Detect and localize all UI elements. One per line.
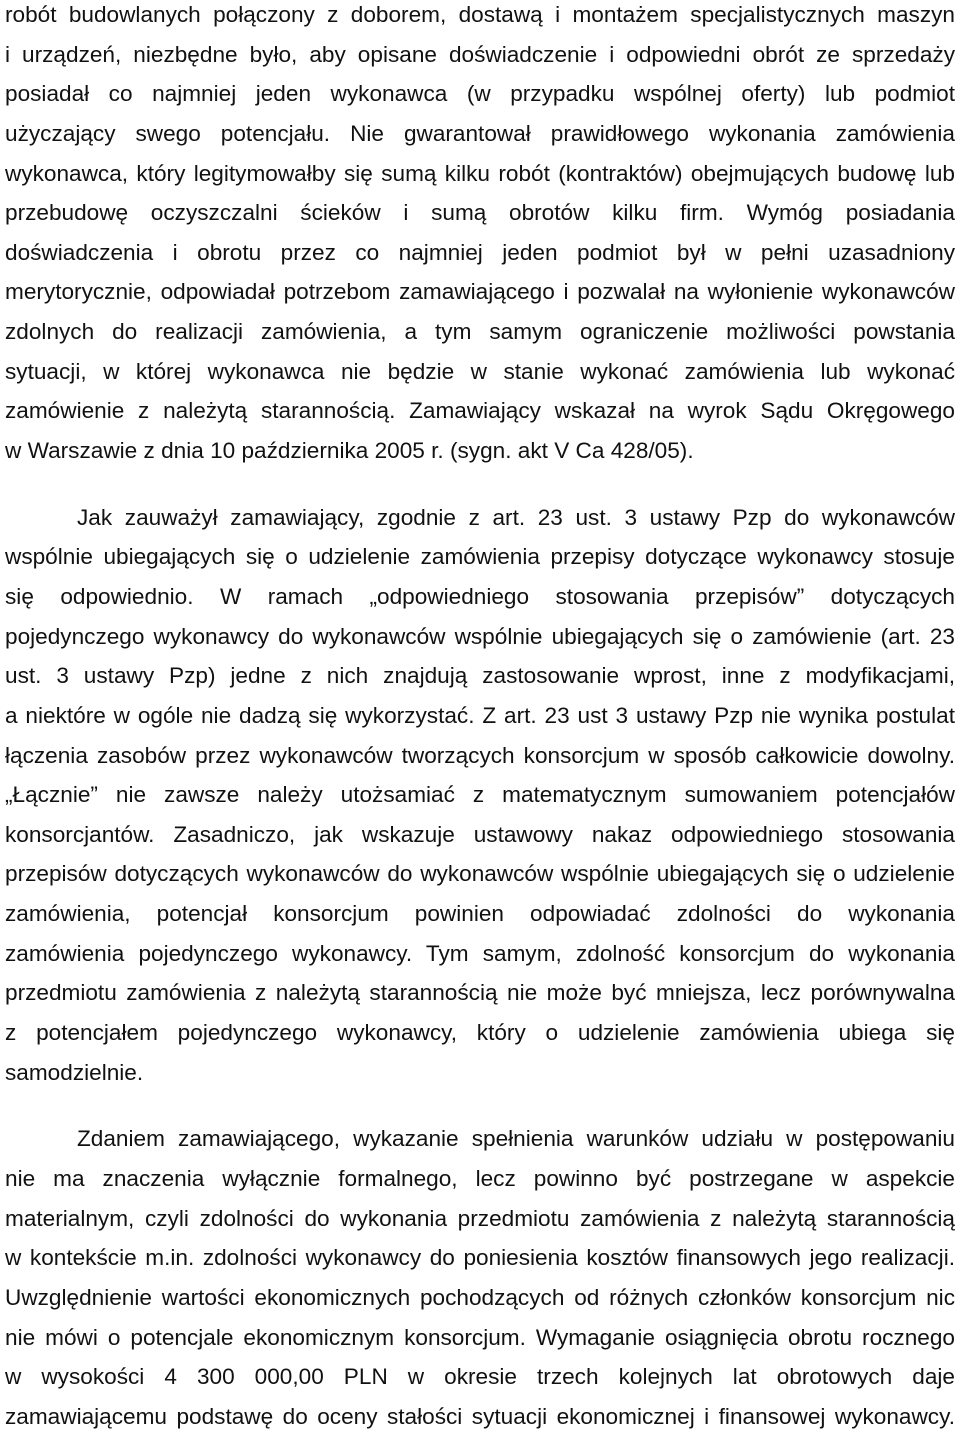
text-line: konsorcjantów. Zasadniczo, jak wskazuje ustawowy nakaz odpowiedniego stosowania bbox=[5, 821, 955, 847]
document-body bbox=[5, 0, 955, 1430]
text-line: Jak zauważył zamawiający, zgodnie z art. 23 ust. 3 ustawy Pzp do wykonawców bbox=[77, 504, 955, 530]
text-line: posiadał co najmniej jeden wykonawca (w przypadku wspólnej oferty) lub podmiot bbox=[5, 81, 955, 107]
text-line: wspólnie ubiegających się o udzielenie zamówienia przepisy dotyczące wykonawcy stosuje bbox=[5, 544, 955, 570]
paragraph bbox=[5, 0, 955, 476]
text-line: Uwzględnienie wartości ekonomicznych pochodzących od różnych członków konsorcjum nic bbox=[5, 1284, 955, 1310]
text-line: pojedynczego wykonawcy do wykonawców wspólnie ubiegających się o zamówienie (art. 23 bbox=[5, 623, 955, 649]
text-line: użyczający swego potencjału. Nie gwarantował prawidłowego wykonania zamówienia bbox=[5, 120, 955, 146]
text-line: „Łącznie” nie zawsze należy utożsamiać z matematycznym sumowaniem potencjałów bbox=[5, 782, 955, 808]
text-line: się odpowiednio. W ramach „odpowiedniego stosowania przepisów” dotyczących bbox=[5, 583, 955, 609]
text-line: ust. 3 ustawy Pzp) jedne z nich znajdują zastosowanie wprost, inne z modyfikacjami, bbox=[5, 663, 955, 689]
text-line: zdolnych do realizacji zamówienia, a tym samym ograniczenie możliwości powstania bbox=[5, 319, 955, 345]
text-line: robót budowlanych połączony z doborem, dostawą i montażem specjalistycznych maszyn bbox=[5, 2, 955, 27]
text-line: z potencjałem pojedynczego wykonawcy, który o udzielenie zamówienia ubiega się bbox=[5, 1020, 955, 1046]
paragraph bbox=[5, 503, 955, 1098]
text-line: samodzielnie. bbox=[5, 1059, 144, 1085]
text-line: nie mówi o potencjale ekonomicznym konsorcjum. Wymaganie osiągnięcia obrotu rocznego bbox=[5, 1324, 955, 1350]
text-line: merytorycznie, odpowiadał potrzebom zamawiającego i pozwalał na wyłonienie wykonawców bbox=[5, 279, 955, 305]
text-line: zamówienie z należytą starannością. Zamawiający wskazał na wyrok Sądu Okręgowego bbox=[5, 398, 955, 424]
text-line: nie ma znaczenia wyłącznie formalnego, lecz powinno być postrzegane w aspekcie bbox=[5, 1165, 955, 1191]
text-line: łączenia zasobów przez wykonawców tworzących konsorcjum w sposób całkowicie dowolny. bbox=[5, 742, 955, 768]
text-line: przepisów dotyczących wykonawców do wykonawców wspólnie ubiegających się o udzielenie bbox=[5, 861, 955, 887]
text-line: zamówienia pojedynczego wykonawcy. Tym samym, zdolność konsorcjum do wykonania bbox=[5, 940, 955, 966]
text-line: sytuacji, w której wykonawca nie będzie w stanie wykonać zamówienia lub wykonać bbox=[5, 358, 955, 384]
text-line: w wysokości 4 300 000,00 PLN w okresie trzech kolejnych lat obrotowych daje bbox=[5, 1364, 955, 1390]
text-line: doświadczenia i obrotu przez co najmniej jeden podmiot był w pełni uzasadniony bbox=[5, 239, 955, 265]
text-line: wykonawca, który legitymowałby się sumą kilku robót (kontraktów) obejmujących budowę lub bbox=[5, 160, 955, 186]
text-line: a niektóre w ogóle nie dadzą się wykorzystać. Z art. 23 ust 3 ustawy Pzp nie wynika postulat bbox=[5, 702, 955, 728]
text-line: zamawiającemu podstawę do oceny stałości sytuacji ekonomicznej i finansowej wykonawcy. bbox=[5, 1403, 955, 1429]
text-line: i urządzeń, niezbędne było, aby opisane doświadczenie i odpowiedni obrót ze sprzedaży bbox=[5, 41, 955, 67]
text-line: w Warszawie z dnia 10 października 2005 r. (sygn. akt V Ca 428/05). bbox=[5, 438, 694, 464]
text-line: materialnym, czyli zdolności do wykonania przedmiotu zamówienia z należytą starannością bbox=[5, 1205, 955, 1231]
text-line: przedmiotu zamówienia z należytą starannością nie może być mniejsza, lecz porównywalna bbox=[5, 980, 955, 1006]
text-line: Zdaniem zamawiającego, wykazanie spełnienia warunków udziału w postępowaniu bbox=[77, 1126, 955, 1152]
text-line: przebudowę oczyszczalni ścieków i sumą obrotów kilku firm. Wymóg posiadania bbox=[5, 200, 955, 226]
paragraph bbox=[5, 1124, 955, 1429]
text-line: zamówienia, potencjał konsorcjum powinien odpowiadać zdolności do wykonania bbox=[5, 901, 955, 927]
text-line: w kontekście m.in. zdolności wykonawcy do poniesienia kosztów finansowych jego realizacji. bbox=[5, 1245, 955, 1271]
